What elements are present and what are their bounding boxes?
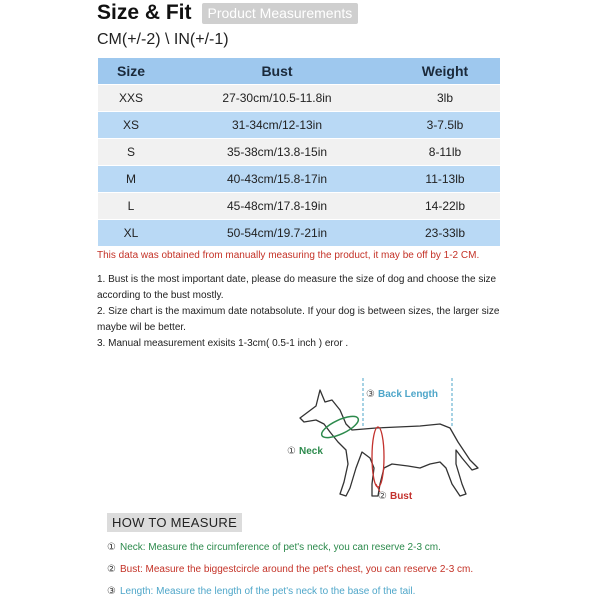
cell-size: S: [98, 139, 164, 165]
bust-ring: [372, 427, 384, 487]
measurement-disclaimer: This data was obtained from manually measuring the product, it may be off by 1-2 CM.: [97, 250, 480, 261]
cell-bust: 35-38cm/13.8-15in: [164, 139, 390, 165]
table-row: [98, 166, 500, 192]
instruction-item: 3. Manual measurement exisits 1-3cm( 0.5-1 inch ) eror .: [97, 338, 349, 349]
how-to-measure-heading: HOW TO MEASURE: [107, 513, 242, 532]
cell-size: XXS: [98, 85, 164, 111]
how-to-item-length: [107, 586, 415, 597]
how-to-text: Neck: Measure the circumference of pet's neck, you can reserve 2-3 cm.: [119, 542, 441, 553]
cell-bust: 45-48cm/17.8-19in: [164, 193, 390, 219]
table-row: [98, 220, 500, 246]
dog-silhouette: [300, 390, 478, 496]
cell-bust: 31-34cm/12-13in: [164, 112, 390, 138]
cell-bust: 50-54cm/19.7-21in: [164, 220, 390, 246]
cell-weight: 14-22lb: [390, 193, 500, 219]
cell-weight: 3-7.5lb: [390, 112, 500, 138]
how-to-text: Bust: Measure the biggestcircle around the pet's chest, you can reserve 2-3 cm.: [119, 564, 474, 575]
table-row: [98, 112, 500, 138]
instruction-item: 2. Size chart is the maximum date notabsolute. If your dog is between sizes, the larger size maybe wil be better.: [97, 306, 500, 333]
cell-weight: 23-33lb: [390, 220, 500, 246]
how-to-text: Length: Measure the length of the pet's neck to the base of the tail.: [119, 586, 416, 597]
table-row: [98, 139, 500, 165]
how-to-item-bust: [107, 564, 473, 575]
column-header-size: Size: [98, 58, 164, 84]
cell-size: XS: [98, 112, 164, 138]
product-measurements-badge: Product Measurements: [202, 3, 359, 24]
column-header-weight: Weight: [390, 58, 500, 84]
cell-weight: 11-13lb: [390, 166, 500, 192]
instruction-item: 1. Bust is the most important date, please do measure the size of dog and choose the size according to the bust mostly.: [97, 274, 497, 301]
cell-size: XL: [98, 220, 164, 246]
back-length-label: [366, 389, 438, 400]
table-row: [98, 85, 500, 111]
cell-weight: 3lb: [390, 85, 500, 111]
neck-number-icon: ①: [287, 446, 296, 457]
number-two-icon: ②: [107, 564, 116, 575]
units-note: CM(+/-2) \ IN(+/-1): [97, 31, 229, 48]
column-header-bust: Bust: [164, 58, 390, 84]
cell-size: L: [98, 193, 164, 219]
page-title: Size & Fit: [97, 1, 192, 24]
neck-label-text: Neck: [298, 446, 323, 457]
bust-number-icon: ②: [378, 491, 387, 502]
bust-label-text: Bust: [389, 491, 413, 502]
title-row: [97, 1, 358, 25]
cell-size: M: [98, 166, 164, 192]
size-chart-table: [98, 57, 500, 247]
how-to-item-neck: [107, 542, 441, 553]
neck-label: [287, 446, 323, 457]
cell-bust: 40-43cm/15.8-17in: [164, 166, 390, 192]
table-header-row: [98, 58, 500, 84]
neck-ring: [319, 412, 361, 442]
table-row: [98, 193, 500, 219]
bust-label: [378, 491, 412, 502]
number-three-icon: ③: [107, 586, 116, 597]
back-number-icon: ③: [366, 389, 375, 400]
number-one-icon: ①: [107, 542, 116, 553]
cell-bust: 27-30cm/10.5-11.8in: [164, 85, 390, 111]
cell-weight: 8-11lb: [390, 139, 500, 165]
instructions-list: [97, 272, 507, 352]
back-label-text: Back Length: [377, 389, 438, 400]
